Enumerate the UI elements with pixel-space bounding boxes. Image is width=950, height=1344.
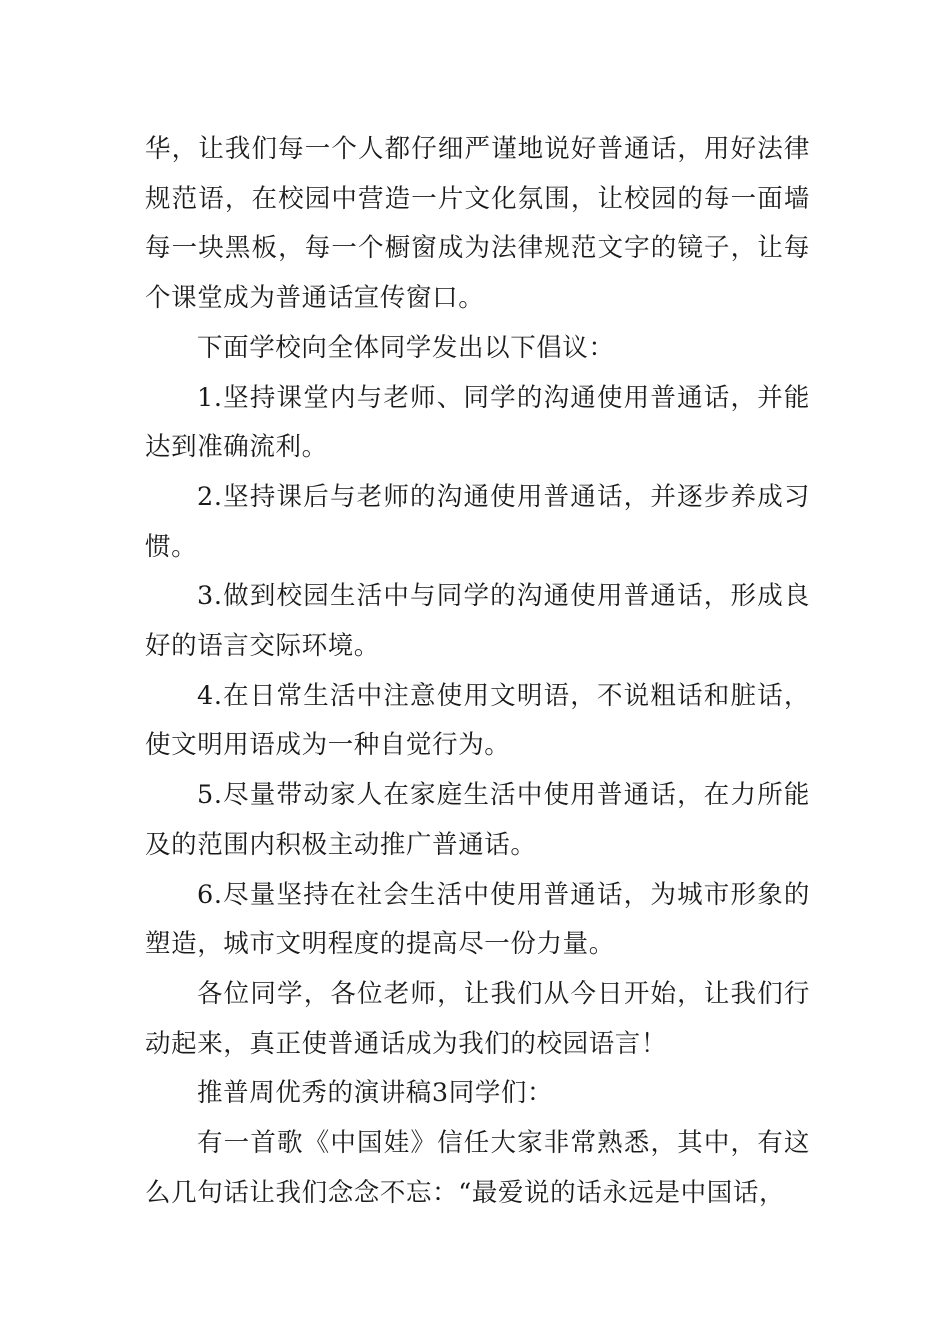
list-item: 1.坚持课堂内与老师、同学的沟通使用普通话，并能达到准确流利。 — [145, 382, 810, 463]
list-item: 2.坚持课后与老师的沟通使用普通话，并逐步养成习惯。 — [145, 481, 810, 562]
list-item: 6.尽量坚持在社会生活中使用普通话，为城市形象的塑造，城市文明程度的提高尽一份力量。 — [145, 879, 810, 960]
list-item: 4.在日常生活中注意使用文明语，不说粗话和脏话，使文明用语成为一种自觉行为。 — [145, 680, 810, 761]
paragraph: 推普周优秀的演讲稿3同学们： — [197, 1078, 554, 1109]
list-item: 3.做到校园生活中与同学的沟通使用普通话，形成良好的语言交际环境。 — [145, 581, 810, 662]
document-body — [145, 125, 810, 1218]
paragraph: 华，让我们每一个人都仔细严谨地说好普通话，用好法律规范语，在校园中营造一片文化氛围，让校园的每一面墙每一块黑板，每一个橱窗成为法律规范文字的镜子，让每个课堂成为普通话宣传窗口。 — [145, 134, 810, 314]
paragraph: 各位同学，各位老师，让我们从今日开始，让我们行动起来，真正使普通话成为我们的校园语言！ — [145, 978, 810, 1059]
paragraph: 有一首歌《中国娃》信任大家非常熟悉，其中，有这么几句话让我们念念不忘：“最爱说的话永远是中国话， — [145, 1128, 810, 1208]
paragraph: 下面学校向全体同学发出以下倡议： — [197, 332, 615, 363]
list-item: 5.尽量带动家人在家庭生活中使用普通话，在力所能及的范围内积极主动推广普通话。 — [145, 780, 810, 860]
